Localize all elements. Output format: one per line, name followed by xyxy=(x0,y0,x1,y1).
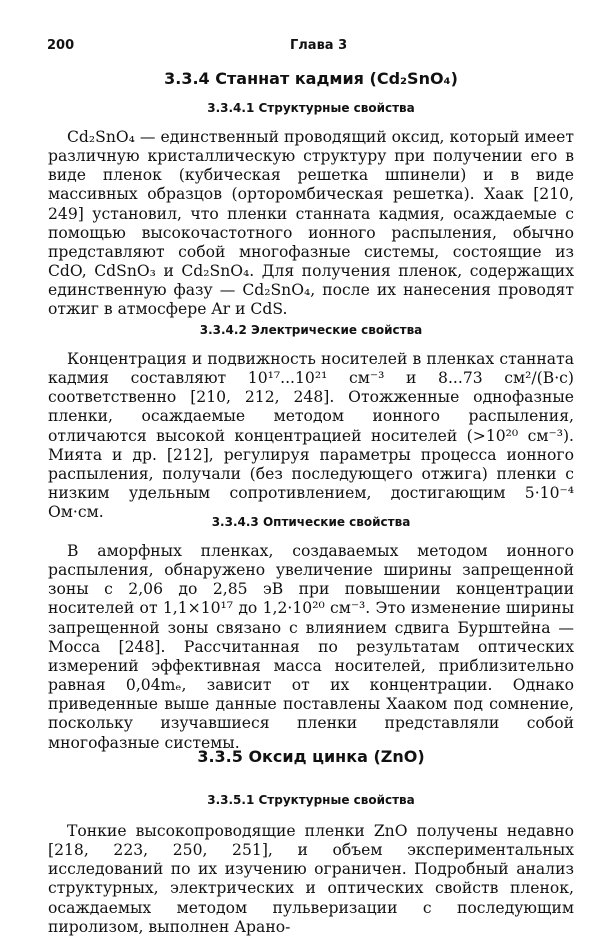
chapter-title: Глава 3 xyxy=(290,38,348,53)
subsection-title-electrical-properties: 3.3.4.2 Электрические свойства xyxy=(199,323,423,337)
paragraph-cadmium-stannate-electrical: Концентрация и подвижность носителей в пленках станната кадмия составляют 10¹⁷...10²¹ см⁻³ и 8...73 см²/(В·с) соответственно [210, 212, 248]. Отожженные однофазные пленки, осаждаемые методом ионного распыления, отличаются высокой концентрацией носителей (>10²⁰ см⁻³). Миятa и др. [212], регулируя параметры процесса ионного распыления, получали (без последующего отжига) пленки с низким удельным сопротивлением, достигающим 5·10⁻⁴ Ом·см. xyxy=(48,350,574,522)
paragraph-zinc-oxide-structure: Тонкие высокопроводящие пленки ZnO получены недавно [218, 223, 250, 251], и объем экспериментальных исследований по их изучению ограничен. Подробный анализ структурных, электрических и оптических свойств пленок, осаждаемых методом пульверизации с последующим пиролизом, выполнен Арано- xyxy=(48,822,574,936)
page-header xyxy=(47,38,574,58)
section-title-cadmium-stannate: 3.3.4 Станнат кадмия (Cd₂SnO₄) xyxy=(164,69,458,88)
subsection-title-structural-properties: 3.3.4.1 Структурные свойства xyxy=(207,101,415,115)
subsection-title-zinc-oxide-structural: 3.3.5.1 Структурные свойства xyxy=(207,793,415,807)
paragraph-cadmium-stannate-structure: Cd₂SnO₄ — единственный проводящий оксид, который имеет различную кристаллическую структуру при получении его в виде пленок (кубическая решетка шпинели) и в виде массивных образцов (орторомбическая решетка). Хаак [210, 249] установил, что пленки станната кадмия, осаждаемые с помощью высокочастотного ионного распыления, обычно представляют собой многофазные системы, состоящие из CdO, CdSnO₃ и Cd₂SnO₄. Для получения пленок, содержащих единственную фазу — Cd₂SnO₄, после их нанесения проводят отжиг в атмосфере Ar и CdS. xyxy=(48,128,574,319)
subsection-title-optical-properties: 3.3.4.3 Оптические свойства xyxy=(211,515,411,529)
page-number: 200 xyxy=(47,38,75,53)
section-title-zinc-oxide: 3.3.5 Оксид цинка (ZnO) xyxy=(197,747,425,766)
paragraph-cadmium-stannate-optical: В аморфных пленках, создаваемых методом ионного распыления, обнаружено увеличение ширины запрещенной зоны с 2,06 до 2,85 эВ при повышении концентрации носителей от 1,1×10¹⁷ до 1,2·10²⁰ см⁻³. Это изменение ширины запрещенной зоны связано с влиянием сдвига Бурштейна — Мосса [248]. Рассчитанная по результатам оптических измерений эффективная масса носителей, приблизительно равная 0,04mₑ, зависит от их концентрации. Однако приведенные выше данные поставлены Хааком под сомнение, поскольку изучавшиеся пленки представляли собой многофазные системы. xyxy=(48,542,574,752)
